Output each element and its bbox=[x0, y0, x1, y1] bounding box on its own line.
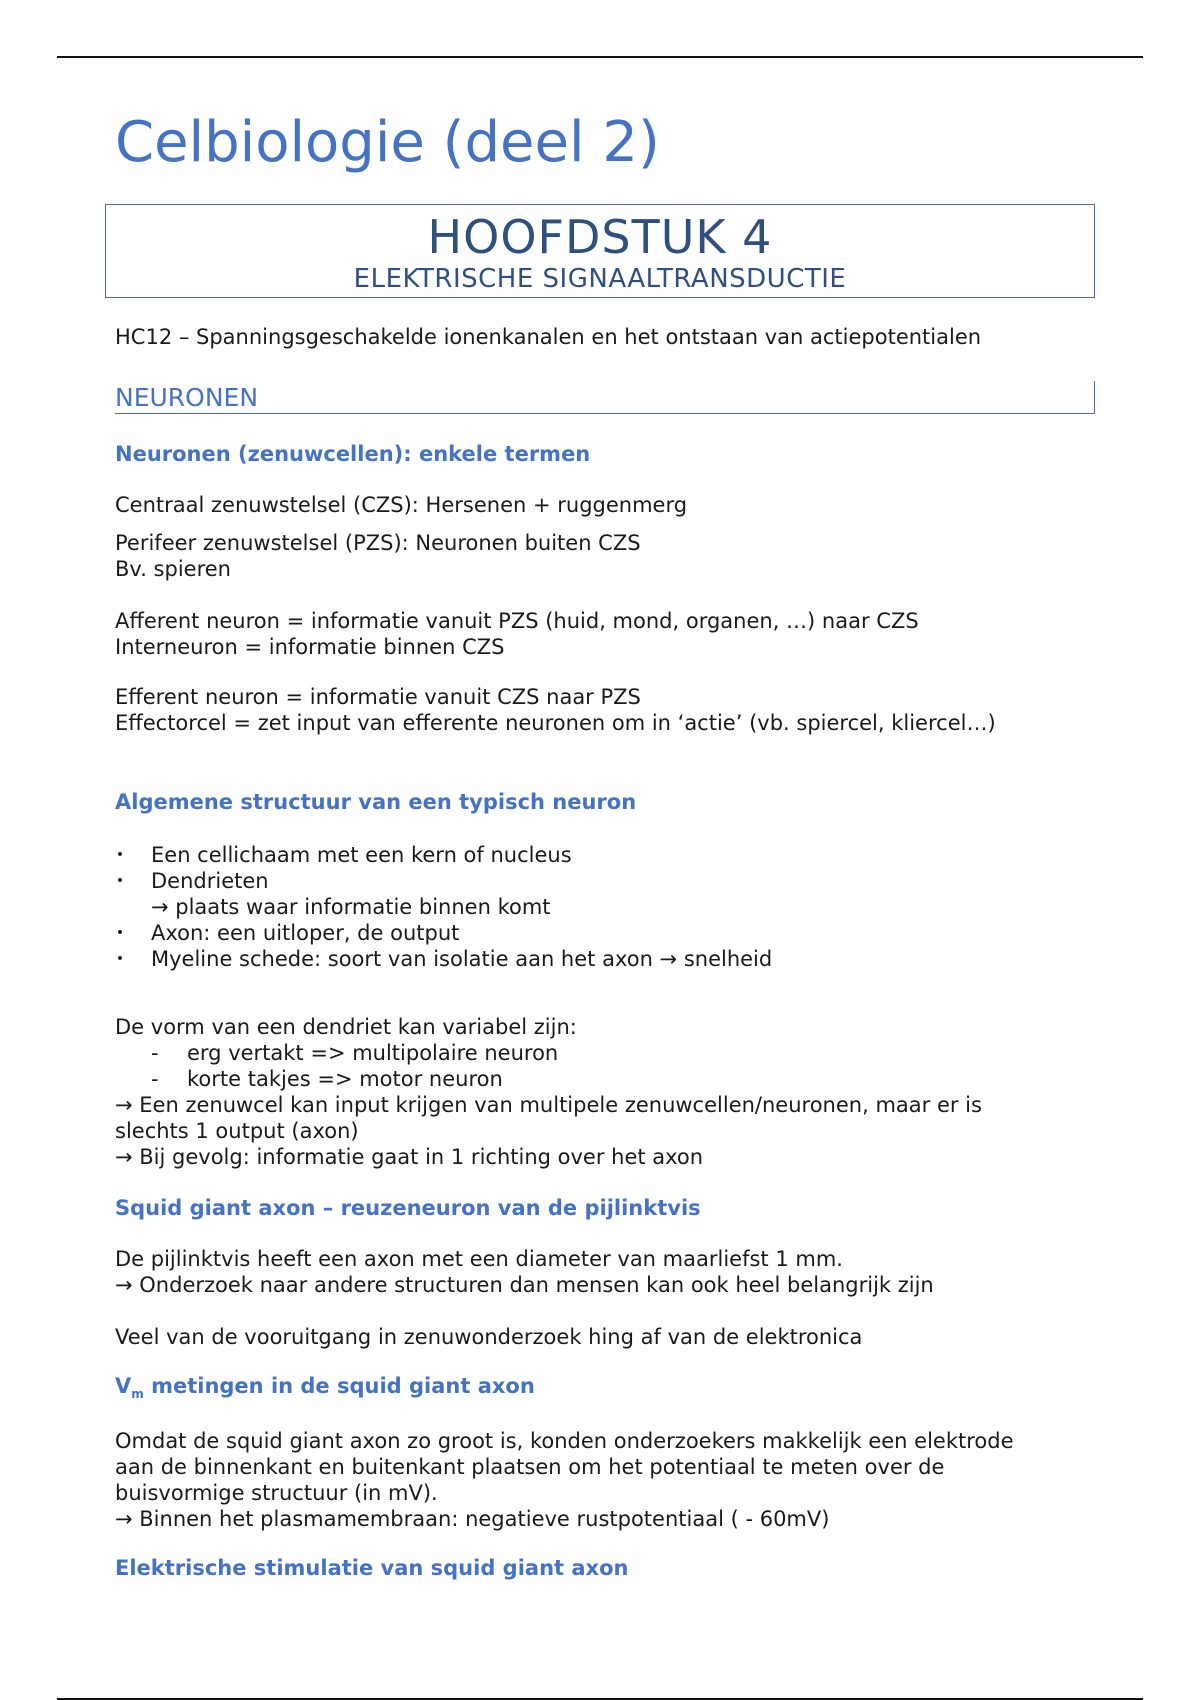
vm-paragraph: Omdat de squid giant axon zo groot is, konden onderzoekers makkelijk een elektrode aan de binnenkant en buitenkant plaatsen om het potentiaal te meten over de buisvormige structuur (in mV). → Binnen het plasmamembraan: negatieve rustpotentiaal ( - 60mV) bbox=[115, 1429, 1014, 1531]
pzs-line: Perifeer zenuwstelsel (PZS): Neuronen buiten CZS bbox=[115, 531, 641, 555]
squid-line: De pijlinktvis heeft een axon met een diameter van maarliefst 1 mm. bbox=[115, 1247, 843, 1271]
dendrite-shape-block bbox=[115, 1014, 982, 1170]
terms-heading: Neuronen (zenuwcellen): enkele termen bbox=[115, 442, 591, 466]
top-rule bbox=[57, 56, 1143, 58]
dendrite-note: → plaats waar informatie binnen komt bbox=[151, 895, 551, 919]
list-item: • Myeline schede: soort van isolatie aan het axon → snelheid bbox=[115, 947, 773, 971]
bullet-icon: • bbox=[115, 847, 125, 863]
effector-line: Effectorcel = zet input van efferente neuronen om in ‘actie’ (vb. spiercel, kliercel…) bbox=[115, 711, 996, 735]
section-heading: NEURONEN bbox=[115, 381, 1095, 414]
dash-icon: - bbox=[151, 1041, 159, 1065]
bullet-icon: • bbox=[115, 925, 125, 941]
conclusion-line: → Bij gevolg: informatie gaat in 1 richting over het axon bbox=[115, 1145, 704, 1169]
list-item: - korte takjes => motor neuron bbox=[151, 1067, 503, 1091]
interneuron-line: Interneuron = informatie binnen CZS bbox=[115, 635, 505, 659]
chapter-title: HOOFDSTUK 4 bbox=[427, 210, 773, 264]
shape-intro: De vorm van een dendriet kan variabel zijn: bbox=[115, 1015, 577, 1039]
chapter-subtitle: ELEKTRISCHE SIGNAALTRANSDUCTIE bbox=[353, 264, 847, 294]
chapter-box bbox=[105, 204, 1095, 298]
structure-heading: Algemene structuur van een typisch neuron bbox=[115, 790, 637, 814]
vm-heading: $V_m$ metingen in de squid giant axon bbox=[115, 1374, 535, 1402]
afferent-line: Afferent neuron = informatie vanuit PZS (huid, mond, organen, …) naar CZS bbox=[115, 609, 919, 633]
conclusion-line: slechts 1 output (axon) bbox=[115, 1119, 359, 1143]
structure-bullet-list bbox=[115, 842, 772, 972]
czs-line: Centraal zenuwstelsel (CZS): Hersenen + ruggenmerg bbox=[115, 493, 688, 517]
list-item: • Een cellichaam met een kern of nucleus bbox=[115, 843, 572, 867]
list-item: - erg vertakt => multipolaire neuron bbox=[151, 1041, 559, 1065]
squid-line: Veel van de vooruitgang in zenuwonderzoek hing af van de elektronica bbox=[115, 1325, 863, 1349]
list-item: • Dendrieten → plaats waar informatie binnen komt bbox=[115, 868, 772, 920]
squid-heading: Squid giant axon – reuzeneuron van de pijlinktvis bbox=[115, 1196, 701, 1220]
shape-list bbox=[115, 1040, 982, 1092]
dash-icon: - bbox=[151, 1067, 159, 1091]
bullet-icon: • bbox=[115, 873, 125, 889]
lecture-title: HC12 – Spanningsgeschakelde ionenkanalen en het ontstaan van actiepotentialen bbox=[115, 325, 982, 349]
efferent-line: Efferent neuron = informatie vanuit CZS naar PZS bbox=[115, 685, 641, 709]
bullet-icon: • bbox=[115, 951, 125, 967]
stimulation-heading: Elektrische stimulatie van squid giant axon bbox=[115, 1556, 629, 1580]
pzs-example: Bv. spieren bbox=[115, 557, 231, 581]
conclusion-line: → Een zenuwcel kan input krijgen van multipele zenuwcellen/neuronen, maar er is bbox=[115, 1093, 982, 1117]
document-title: Celbiologie (deel 2) bbox=[115, 110, 660, 175]
squid-line: → Onderzoek naar andere structuren dan mensen kan ook heel belangrijk zijn bbox=[115, 1273, 934, 1297]
list-item: • Axon: een uitloper, de output bbox=[115, 921, 460, 945]
